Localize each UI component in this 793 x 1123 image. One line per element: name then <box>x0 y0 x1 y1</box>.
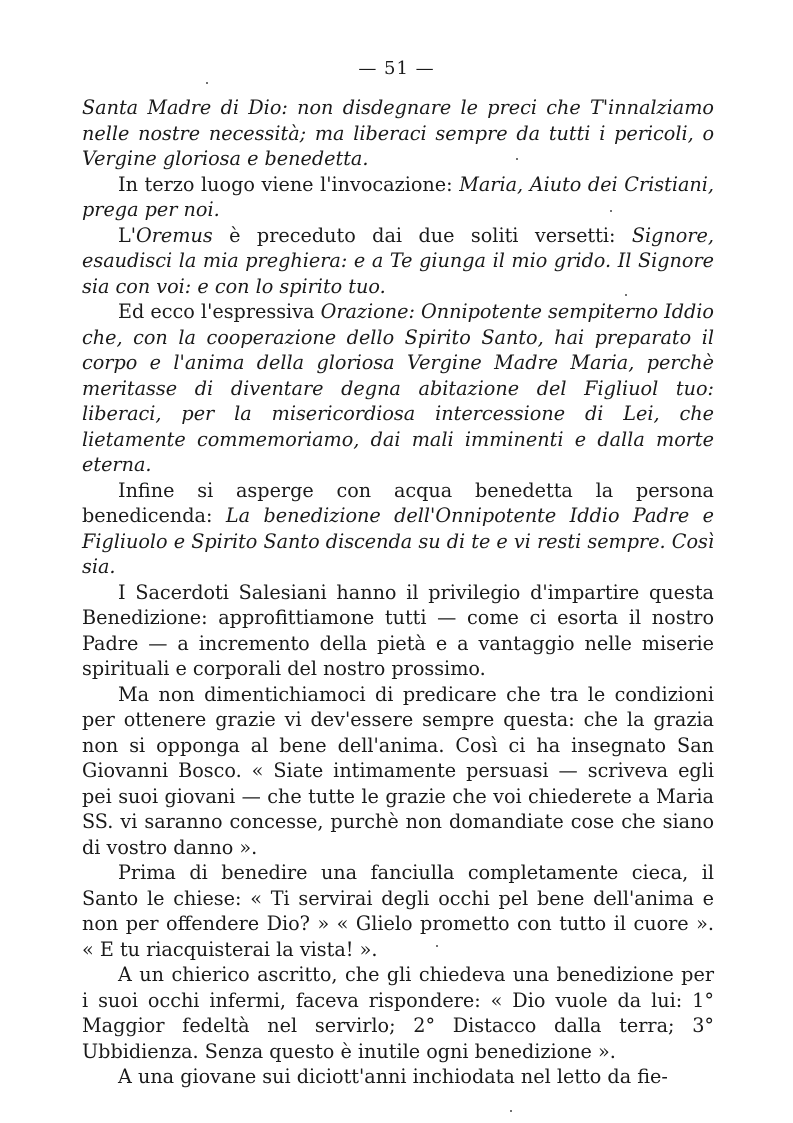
italic-text: Santa Madre di Dio: non disdegnare le preci che T'innalziamo nelle nostre necessità; ma liberaci sempre da tutti i pericoli, o Vergine gloriosa e benedetta. <box>82 96 714 170</box>
paragraph <box>82 962 714 1064</box>
roman-text: I Sacerdoti Salesiani hanno il privilegio d'impartire questa Benedizione: approfittiamone tutti — come ci esorta il nostro Padre — a incremento della pietà e a vantaggio nelle miserie spirituali e corporali del nostro prossimo. <box>82 580 714 680</box>
body-text <box>82 95 714 1090</box>
print-speck <box>625 294 627 296</box>
roman-text: A un chierico ascritto, che gli chiedeva una benedizione per i suoi occhi infermi, faceva rispondere: « Dio vuole da lui: 1° Maggior fedeltà nel servirlo; 2° Distacco dalla terra; 3° Ubbidienza. Senza questo è inutile ogni benedizione ». <box>82 963 714 1063</box>
italic-text: La benedizione dell'Onnipotente Iddio Padre e Figliuolo e Spirito Santo discenda su di te e vi resti sempre. Così sia. <box>82 504 714 578</box>
roman-text: Ma non dimentichiamoci di predicare che tra le condizioni per ottenere grazie vi dev'essere sempre questa: che la grazia non si opponga al bene dell'anima. Così ci ha insegnato San Giovanni Bosco. « Siate intimamente persuasi — scriveva egli pei suoi giovani — che tutte le grazie che voi chiederete a Maria SS. vi saranno concesse, purchè non domandiate cose che siano di vostro danno ». <box>82 682 714 859</box>
print-speck <box>510 1110 512 1112</box>
roman-text: Ed ecco l'espressiva <box>118 300 321 323</box>
paragraph <box>82 223 714 300</box>
print-speck <box>610 210 612 212</box>
paragraph <box>82 478 714 580</box>
print-speck <box>516 158 518 160</box>
roman-text: In terzo luogo viene l'invocazione: <box>118 172 460 196</box>
paragraph <box>82 860 714 962</box>
paragraph <box>82 172 714 223</box>
paragraph <box>82 1064 714 1090</box>
print-speck <box>206 82 208 84</box>
roman-text: A una giovane sui diciott'anni inchiodata nel letto da fie- <box>118 1065 668 1088</box>
paragraph <box>82 299 714 478</box>
italic-text: Signore, esaudisci la mia preghiera: e a Te giunga il mio grido. Il Signore sia con voi: e con lo spirito tuo. <box>82 223 714 298</box>
paragraph <box>82 682 714 861</box>
print-speck <box>436 945 438 947</box>
italic-text: Maria, Aiuto dei Cristiani, prega per noi. <box>82 172 714 221</box>
paragraph <box>82 95 714 172</box>
italic-text: Oremus <box>136 223 213 247</box>
page-number: — 51 — <box>358 58 435 79</box>
roman-text: Prima di benedire una fanciulla completamente cieca, il Santo le chiese: « Ti servirai degli occhi pel bene dell'anima e non per offendere Dio? » « Glielo prometto con tutto il cuore ». « E tu riacquisterai la vista! ». <box>82 861 714 961</box>
roman-text: Infine si asperge con acqua benedetta la persona benedicenda: <box>82 478 714 527</box>
roman-text: è preceduto dai due soliti versetti: <box>212 223 632 247</box>
roman-text: L' <box>118 223 137 247</box>
paragraph <box>82 580 714 682</box>
italic-text: Orazione: Onnipotente sempiterno Iddio che, con la cooperazione dello Spirito Santo, hai preparato il corpo e l'anima della gloriosa Vergine Madre Maria, perchè meritasse di diventare degna abitazione del Figliuol tuo: liberaci, per la misericordiosa intercessione di Lei, che lietamente commemoriamo, dai mali imminenti e dalla morte eterna. <box>82 300 714 476</box>
